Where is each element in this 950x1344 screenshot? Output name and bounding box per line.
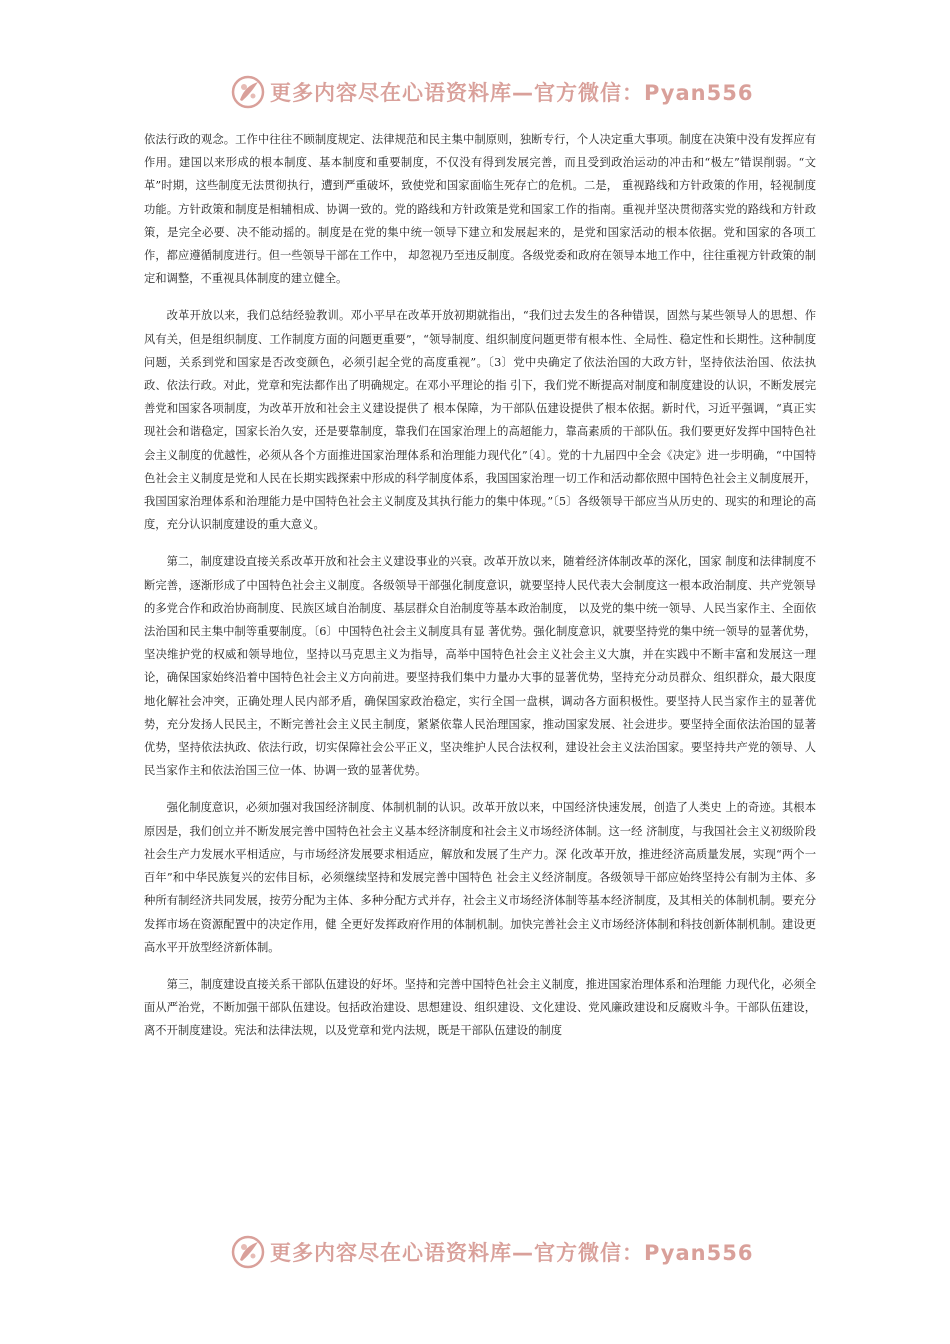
paragraph-3: 第二，制度建设直接关系改革开放和社会主义建设事业的兴衰。改革开放以来，随着经济体制改革的深化，国家 制度和法律制度不断完善，逐渐形成了中国特色社会主义制度。各级领导干部强化制度意识，就要坚持人民代表大会制度这一根本政治制度、共产党领导的多党合作和政治协商制度、民族区域自治制度、基层群众自治制度等基本政治制度， 以及党的集中统一领导、人民当家作主、全面依法治国和民主集中制等重要制度。〔6〕中国特色社会主义制度具有显 著优势。强化制度意识，就要坚持党的集中统一领导的显著优势，坚决维护党的权威和领导地位，坚持以马克思主义为指导，高举中国特色社会主义社会主义大旗，并在实践中不断丰富和发展这一理论，确保国家始终沿着中国特色社会主义方向前进。要坚持我们集中力量办大事的显著优势，坚持充分动员群众、组织群众，最大限度地化解社会冲突，正确处理人民内部矛盾，确保国家政治稳定，实行全国一盘棋，调动各方面积极性。要坚持人民当家作主的显著优势，充分发扬人民民主，不断完善社会主义民主制度，紧紧依靠人民治理国家，推动国家发展、社会进步。要坚持全面依法治国的显著优势，坚持依法执政、依法行政，切实保障社会公平正义，坚决维护人民合法权利，建设社会主义法治国家。要坚持共产党的领导、人民当家作主和依法治国三位一体、协调一致的显著优势。 (144, 555, 816, 778)
paragraph-2: 改革开放以来，我们总结经验教训。邓小平早在改革开放初期就指出，“我们过去发生的各种错误，固然与某些领导人的思想、作风有关，但是组织制度、工作制度方面的问题更重要”，“领导制度、组织制度问题更带有根本性、全局性、稳定性和长期性。这种制度问题，关系到党和国家是否改变颜色，必须引起全党的高度重视”。〔3〕党中央确定了依法治国的大政方针，坚持依法治国、依法执政、依法行政。对此，党章和宪法都作出了明确规定。在邓小平理论的指 引下，我们党不断提高对制度和制度建设的认识，不断发展完善党和国家各项制度，为改革开放和社会主义建设提供了 根本保障，为干部队伍建设提供了根本依据。新时代，习近平强调，“真正实现社会和谐稳定，国家长治久安，还是要靠制度，靠我们在国家治理上的高超能力，靠高素质的干部队伍。我们要更好发挥中国特色社会主义制度的优越性，必须从各个方面推进国家治理体系和治理能力现代化”〔4〕。党的十九届四中全会《决定》进一步明确，“中国特色社会主义制度是党和人民在长期实践探索中形成的科学制度体系，我国国家治理一切工作和活动都依照中国特色社会主义制度展开，我国国家治理体系和治理能力是中国特色社会主义制度及其执行能力的集中体现。”〔5〕各级领导干部应当从历史的、现实的和理论的高度，充分认识制度建设的重大意义。 (144, 309, 816, 532)
watermark-banner-bottom (230, 1232, 754, 1272)
watermark-text: 更多内容尽在心语资料库—官方微信：Pyan556 (270, 1241, 754, 1265)
watermark-text: 更多内容尽在心语资料库—官方微信：Pyan556 (270, 81, 754, 105)
flower-logo-icon (230, 1234, 266, 1270)
flower-logo-icon (230, 74, 266, 110)
watermark-banner-top (230, 72, 754, 112)
paragraph-5: 第三，制度建设直接关系干部队伍建设的好坏。坚持和完善中国特色社会主义制度，推进国家治理体系和治理能 力现代化，必须全面从严治党，不断加强干部队伍建设。包括政治建设、思想建设、组织建设、文化建设、党风廉政建设和反腐败斗争。干部队伍建设，离不开制度建设。宪法和法律法规，以及党章和党内法规，既是干部队伍建设的制度 (144, 977, 816, 1038)
paragraph-4: 强化制度意识，必须加强对我国经济制度、体制机制的认识。改革开放以来，中国经济快速发展，创造了人类史 上的奇迹。其根本原因是，我们创立并不断发展完善中国特色社会主义基本经济制度和社会主义市场经济体制。这一经 济制度，与我国社会主义初级阶段社会生产力发展水平相适应，与市场经济发展要求相适应，解放和发展了生产力。深 化改革开放，推进经济高质量发展，实现“两个一百年”和中华民族复兴的宏伟目标，必须继续坚持和发展完善中国特色 社会主义经济制度。各级领导干部应始终坚持公有制为主体、多种所有制经济共同发展，按劳分配为主体、多种分配方式并存，社会主义市场经济体制等基本经济制度，及其相关的体制机制。要充分发挥市场在资源配置中的决定作用，健 全更好发挥政府作用的体制机制。加快完善社会主义市场经济体制和科技创新体制机制。建设更高水平开放型经济新体制。 (144, 801, 816, 954)
paragraph-1: 依法行政的观念。工作中往往不顾制度规定、法律规范和民主集中制原则，独断专行，个人决定重大事项。制度在决策中没有发挥应有作用。建国以来形成的根本制度、基本制度和重要制度，不仅没有得到发展完善，而且受到政治运动的冲击和“极左”错误削弱。“文革”时期，这些制度无法贯彻执行，遭到严重破坏，致使党和国家面临生死存亡的危机。二是， 重视路线和方针政策的作用，轻视制度功能。方针政策和制度是相辅相成、协调一致的。党的路线和方针政策是党和国家工作的指南。重视并坚决贯彻落实党的路线和方针政策，是完全必要、决不能动摇的。制度是在党的集中统一领导下建立和发展起来的，是党和国家活动的根本依据。党和国家的各项工作，都应遵循制度进行。但一些领导干部在工作中， 却忽视乃至违反制度。各级党委和政府在领导本地工作中，往往重视方针政策的制定和调整，不重视具体制度的建立健全。 (144, 133, 816, 286)
document-body (144, 128, 816, 1057)
